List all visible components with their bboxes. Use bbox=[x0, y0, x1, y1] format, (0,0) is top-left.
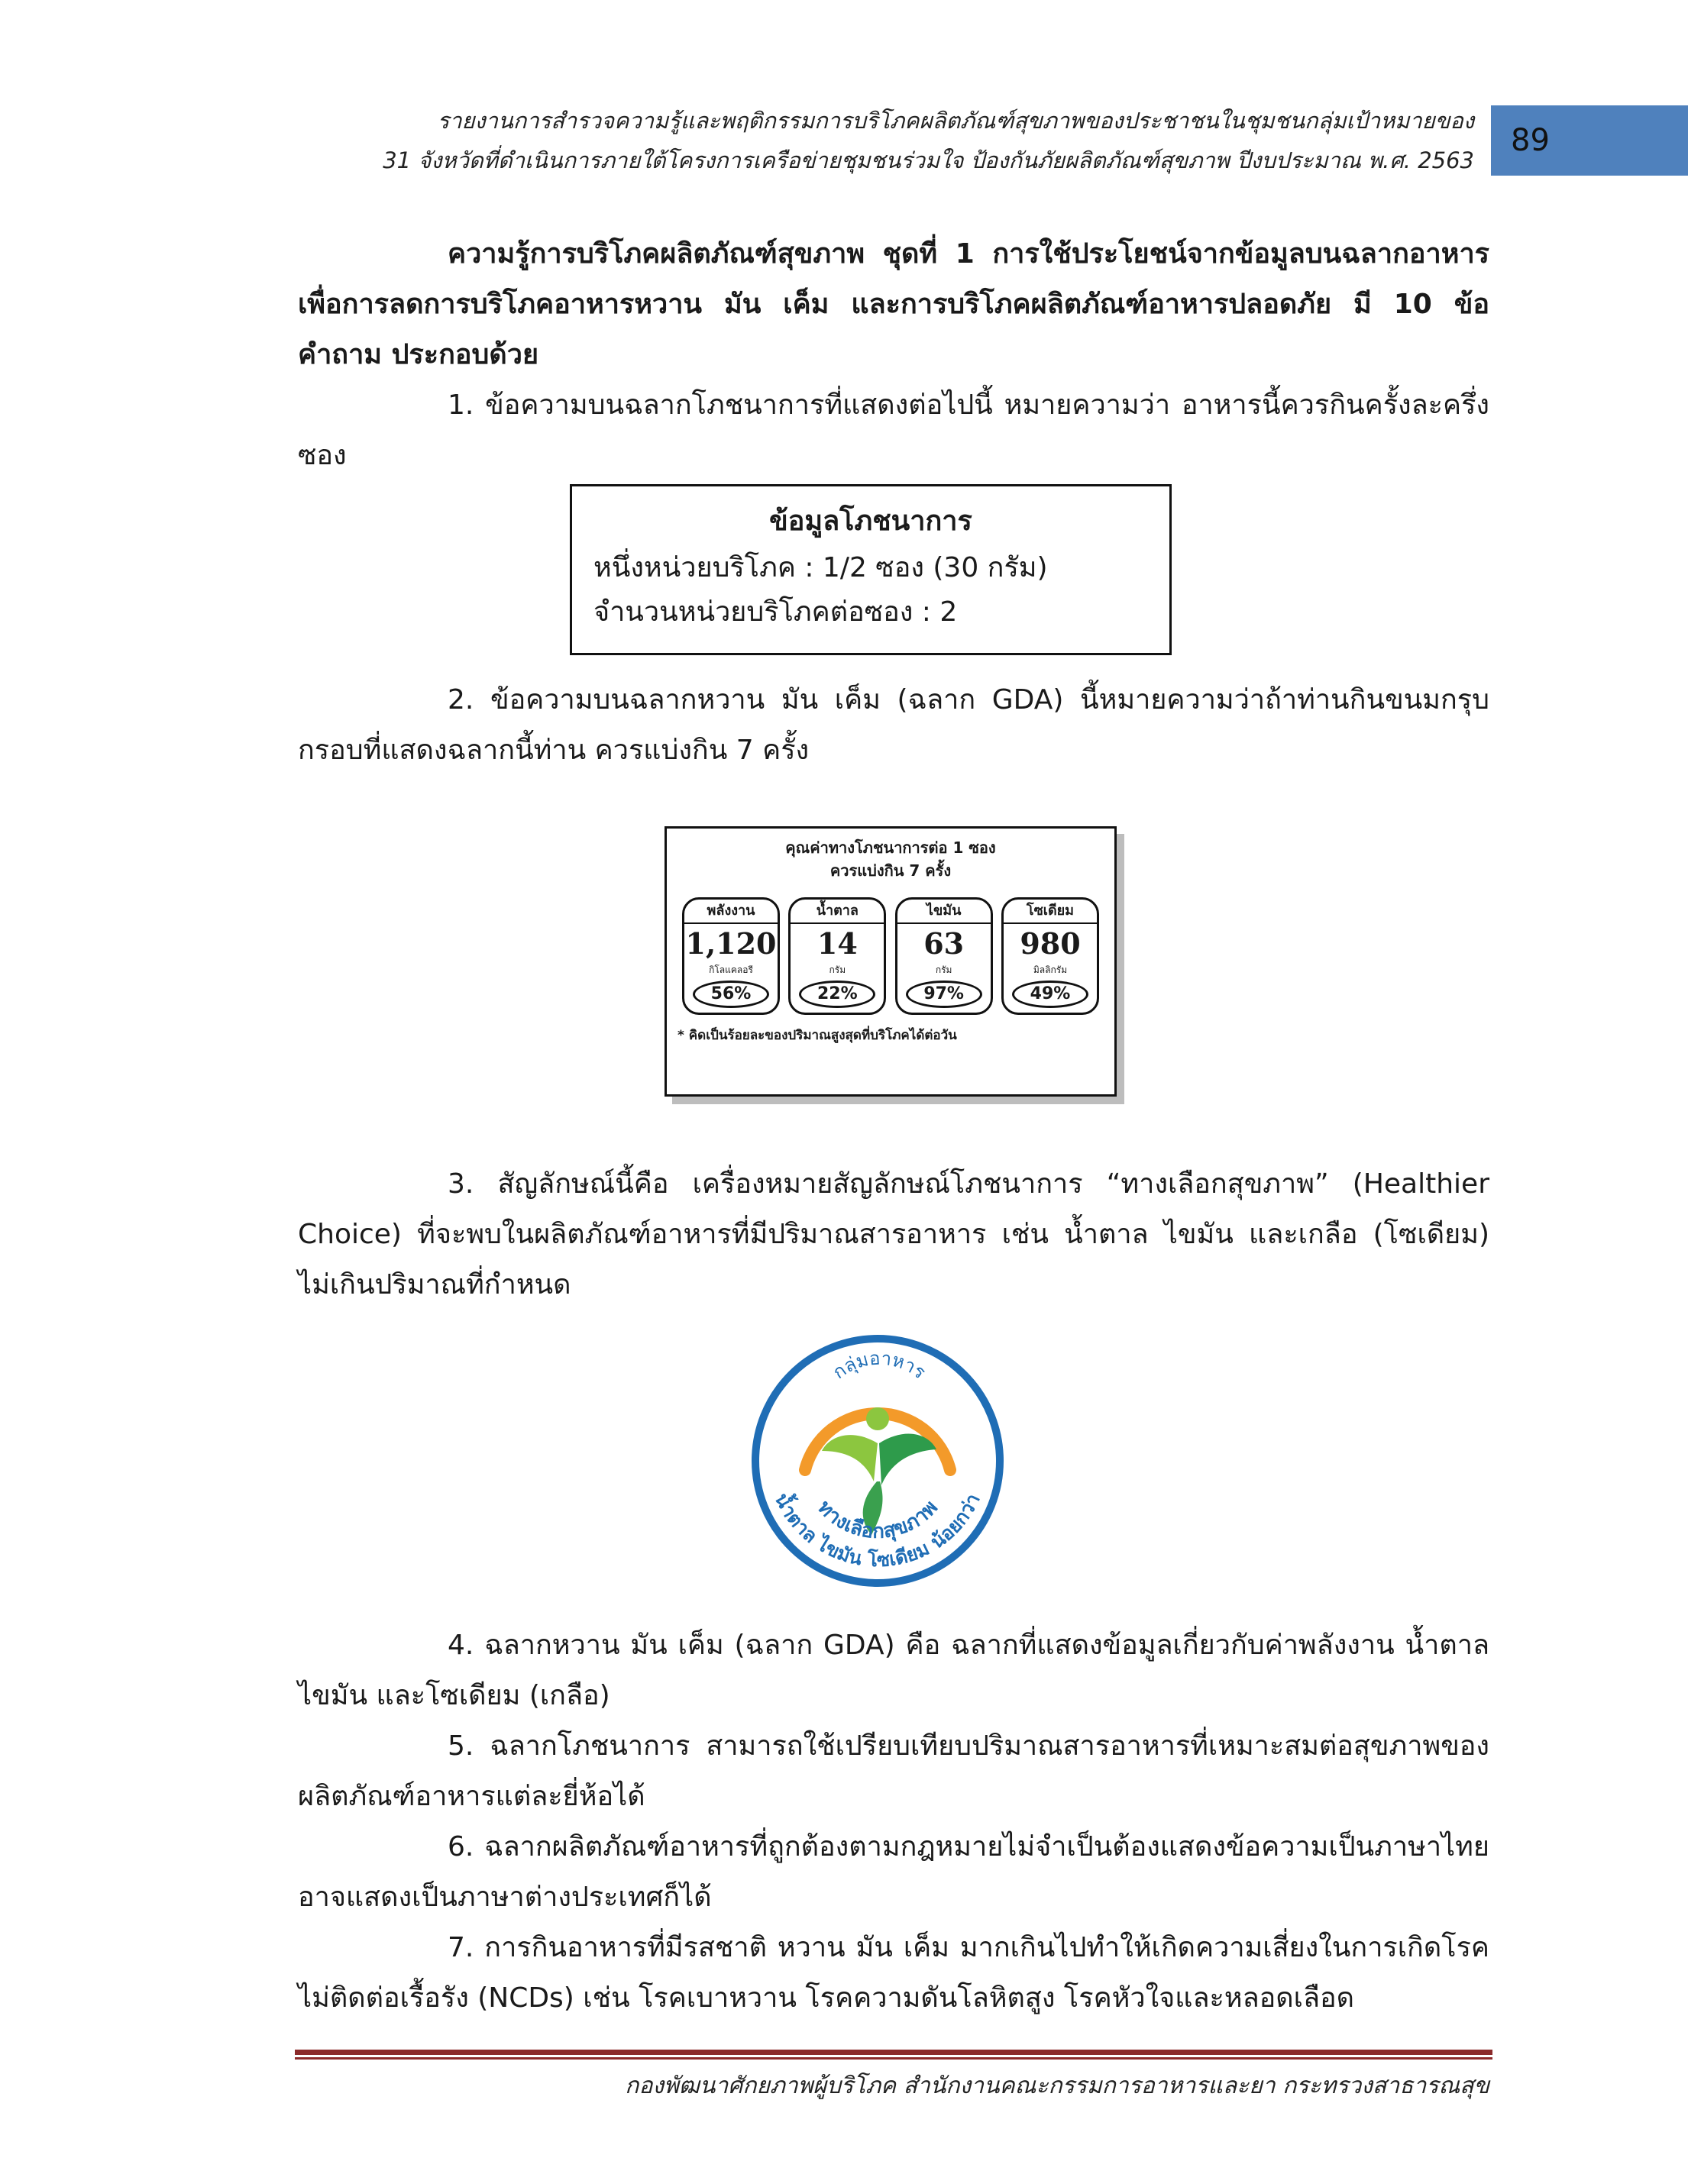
logo-middle-text: ทางเลือกสุขภาพ bbox=[813, 1496, 943, 1543]
gda-column-sugar bbox=[788, 897, 886, 1015]
nutrition-facts-title: ข้อมูลโภชนาการ bbox=[769, 506, 972, 537]
logo-figure-head bbox=[866, 1407, 889, 1430]
gda-footnote: * คิดเป็นร้อยละของปริมาณสูงสุดที่บริโภคได้ต่อวัน bbox=[677, 1028, 957, 1043]
gda-column-name: ไขมัน bbox=[897, 900, 991, 924]
intro-heading: ความรู้การบริโภคผลิตภัณฑ์สุขภาพ ชุดที่ 1 การใช้ประโยชน์จากข้อมูลบนฉลากอาหาร เพื่อการลดการบริโภคอาหารหวาน มัน เค็ม และการบริโภคผลิตภัณฑ์อาหารปลอดภัย มี 10 ข้อคำถาม ประกอบด้วย bbox=[298, 238, 1489, 370]
gda-column-percent: 97% bbox=[906, 981, 982, 1008]
question-1 bbox=[298, 380, 1489, 481]
page-number-badge bbox=[1491, 105, 1688, 176]
healthier-choice-logo bbox=[745, 1329, 1010, 1593]
footer-rule-thin bbox=[295, 2057, 1492, 2060]
header-line-2: 31 จังหวัดที่ดำเนินการภายใต้โครงการเครือข่ายชุมชนร่วมใจ ป้องกันภัยผลิตภัณฑ์สุขภาพ ปีงบประมาณ พ.ศ. 2563 bbox=[383, 147, 1474, 173]
question-2 bbox=[298, 675, 1489, 776]
gda-column-value: 980 bbox=[1020, 926, 1081, 961]
question-1-text: 1. ข้อความบนฉลากโภชนาการที่แสดงต่อไปนี้ หมายความว่า อาหารนี้ควรกินครั้งละครึ่งซอง bbox=[298, 389, 1489, 471]
serving-size-row: หนึ่งหน่วยบริโภค : 1/2 ซอง (30 กรัม) bbox=[593, 552, 1048, 583]
gda-column-value: 63 bbox=[923, 926, 965, 961]
questions-4-to-7 bbox=[298, 1620, 1489, 2024]
gda-column-percent: 49% bbox=[1012, 981, 1088, 1008]
question-2-text: 2. ข้อความบนฉลากหวาน มัน เค็ม (ฉลาก GDA) นี้หมายความว่าถ้าท่านกินขนมกรุบกรอบที่แสดงฉลากนี้ท่าน ควรแบ่งกิน 7 ครั้ง bbox=[298, 684, 1489, 766]
gda-column-name: โซเดียม bbox=[1004, 900, 1097, 924]
gda-column-value: 1,120 bbox=[685, 926, 777, 961]
gda-column-name: น้ำตาล bbox=[791, 900, 884, 924]
logo-bottom-text: น้ำตาล ไขมัน โซเดียม น้อยกว่า bbox=[770, 1489, 985, 1572]
question-6-text: 6. ฉลากผลิตภัณฑ์อาหารที่ถูกต้องตามกฎหมายไม่จำเป็นต้องแสดงข้อความเป็นภาษาไทยอาจแสดงเป็นภาษาต่างประเทศก็ได้ bbox=[298, 1831, 1489, 1913]
question-4-text: 4. ฉลากหวาน มัน เค็ม (ฉลาก GDA) คือ ฉลากที่แสดงข้อมูลเกี่ยวกับค่าพลังงาน น้ำตาล ไขมัน และโซเดียม (เกลือ) bbox=[298, 1630, 1489, 1711]
question-3 bbox=[298, 1159, 1489, 1310]
gda-title-line-1: คุณค่าทางโภชนาการต่อ 1 ซอง bbox=[785, 838, 996, 857]
running-footer: กองพัฒนาศักยภาพผู้บริโภค สำนักงานคณะกรรมการอาหารและยา กระทรวงสาธารณสุข bbox=[625, 2073, 1489, 2099]
servings-per-pack-row: จำนวนหน่วยบริโภคต่อซอง : 2 bbox=[593, 596, 958, 628]
question-5-text: 5. ฉลากโภชนาการ สามารถใช้เปรียบเทียบปริมาณสารอาหารที่เหมาะสมต่อสุขภาพของผลิตภัณฑ์อาหารแต่ละยี่ห้อได้ bbox=[298, 1730, 1489, 1812]
logo-outer-ring bbox=[755, 1339, 1000, 1583]
gda-column-name: พลังงาน bbox=[684, 900, 778, 924]
footer-rule-thick bbox=[295, 2050, 1492, 2055]
gda-column-value: 14 bbox=[817, 926, 858, 961]
gda-column-energy bbox=[682, 897, 780, 1015]
question-3-text: 3. สัญลักษณ์นี้คือ เครื่องหมายสัญลักษณ์โภชนาการ “ทางเลือกสุขภาพ” (Healthier Choice) ที่จะพบในผลิตภัณฑ์อาหารที่มีปริมาณสารอาหาร เช่น น้ำตาล ไขมัน และเกลือ (โซเดียม) ไม่เกินปริมาณที่กำหนด bbox=[298, 1168, 1489, 1300]
header-line-1: รายงานการสำรวจความรู้และพฤติกรรมการบริโภคผลิตภัณฑ์สุขภาพของประชาชนในชุมชนกลุ่มเป้าหมายของ bbox=[437, 108, 1474, 134]
gda-column-unit: มิลลิกรัม bbox=[1033, 964, 1068, 975]
gda-columns bbox=[677, 897, 1104, 1015]
gda-column-percent: 22% bbox=[799, 981, 875, 1008]
gda-label-image bbox=[665, 826, 1117, 1097]
question-7-text: 7. การกินอาหารที่มีรสชาติ หวาน มัน เค็ม มากเกินไปทำให้เกิดความเสี่ยงในการเกิดโรคไม่ติดต่อเรื้อรัง (NCDs) เช่น โรคเบาหวาน โรคความดันโลหิตสูง โรคหัวใจและหลอดเลือด bbox=[298, 1932, 1489, 2014]
gda-column-fat bbox=[895, 897, 993, 1015]
gda-column-unit: กิโลแคลอรี bbox=[709, 964, 753, 975]
gda-column-unit: กรัม bbox=[829, 964, 846, 975]
logo-top-text: กลุ่มอาหาร bbox=[829, 1347, 930, 1384]
nutrition-facts-box bbox=[570, 484, 1172, 655]
gda-title-line-2: ควรแบ่งกิน 7 ครั้ง bbox=[829, 861, 952, 880]
running-header bbox=[328, 101, 1474, 180]
gda-column-unit: กรัม bbox=[935, 964, 952, 975]
gda-column-sodium bbox=[1001, 897, 1099, 1015]
page-number: 89 bbox=[1511, 123, 1550, 158]
section-intro bbox=[298, 229, 1489, 380]
gda-column-percent: 56% bbox=[693, 981, 769, 1008]
